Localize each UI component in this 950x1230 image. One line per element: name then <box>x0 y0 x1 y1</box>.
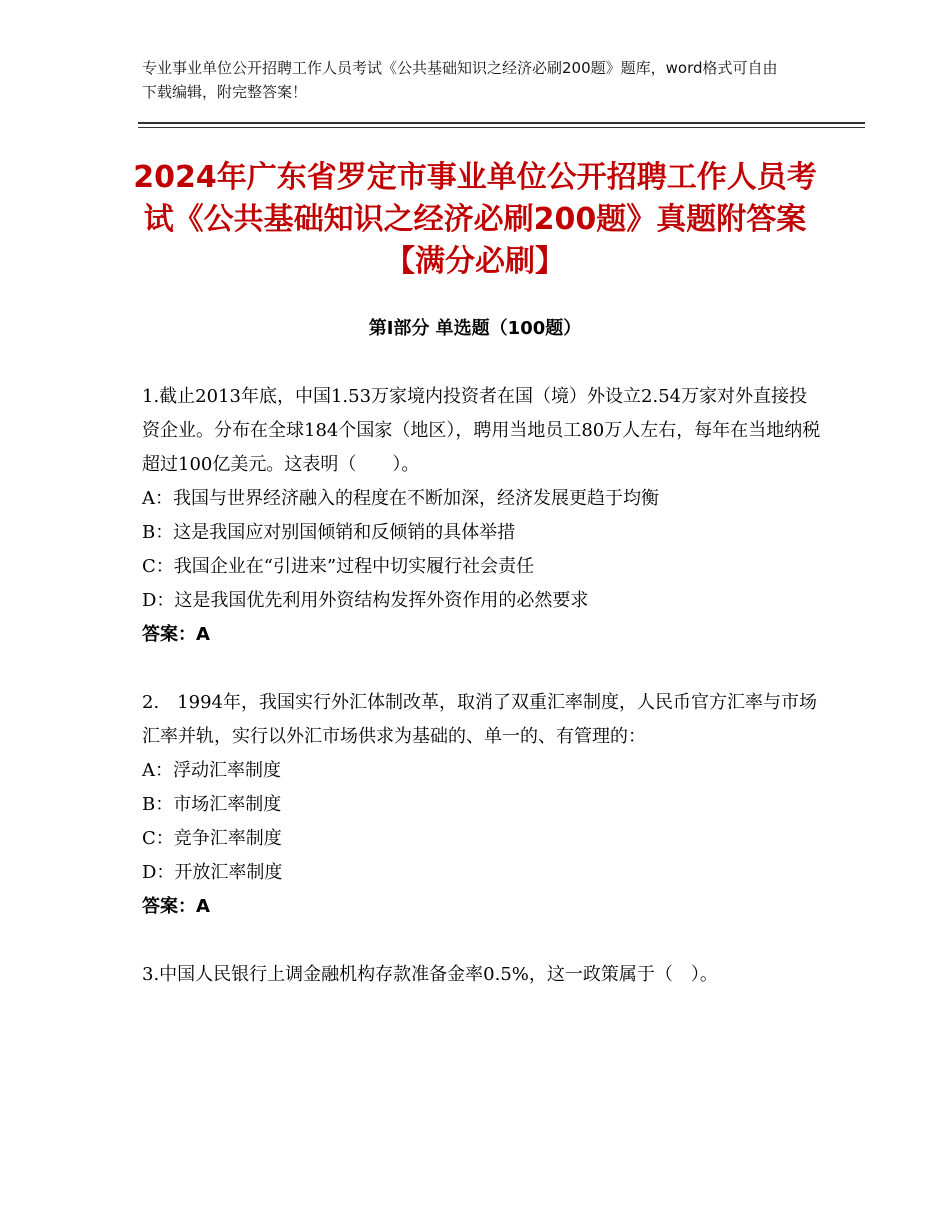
question-stem: 3.中国人民银行上调金融机构存款准备金率0.5%，这一政策属于（ ）。 <box>142 964 718 985</box>
answer: 答案：A <box>142 624 210 645</box>
document-title: 2024年广东省罗定市事业单位公开招聘工作人员考试《公共基础知识之经济必刷200题》真题附答案【满分必刷】 <box>133 160 817 279</box>
option-a: A：浮动汇率制度 <box>142 760 281 781</box>
header-rule-thick <box>138 122 865 124</box>
question-stem: 2. 1994年，我国实行外汇体制改革，取消了双重汇率制度，人民币官方汇率与市场汇率并轨，实行以外汇市场供求为基础的、单一的、有管理的： <box>142 692 817 747</box>
section-title: 第Ⅰ部分 单选题（100题） <box>368 318 582 339</box>
question-2 <box>142 686 822 924</box>
answer: 答案：A <box>142 896 210 917</box>
header-note: 专业事业单位公开招聘工作人员考试《公共基础知识之经济必刷200题》题库，word格式可自由下载编辑，附完整答案！ <box>142 59 778 101</box>
option-b: B：市场汇率制度 <box>142 794 282 815</box>
option-d: D：这是我国优先利用外资结构发挥外资作用的必然要求 <box>142 590 589 611</box>
option-c: C：竞争汇率制度 <box>142 828 282 849</box>
header-rule-thin <box>138 127 865 128</box>
question-3 <box>142 958 822 992</box>
option-c: C：我国企业在“引进来”过程中切实履行社会责任 <box>142 556 535 577</box>
option-d: D：开放汇率制度 <box>142 862 283 883</box>
option-b: B：这是我国应对别国倾销和反倾销的具体举措 <box>142 522 516 543</box>
question-stem: 1.截止2013年底，中国1.53万家境内投资者在国（境）外设立2.54万家对外直接投资企业。分布在全球184个国家（地区），聘用当地员工80万人左右，每年在当地纳税超过100亿美元。这表明（ ）。 <box>142 386 821 475</box>
question-list <box>142 380 822 1026</box>
option-a: A：我国与世界经济融入的程度在不断加深，经济发展更趋于均衡 <box>142 488 659 509</box>
question-1 <box>142 380 822 652</box>
